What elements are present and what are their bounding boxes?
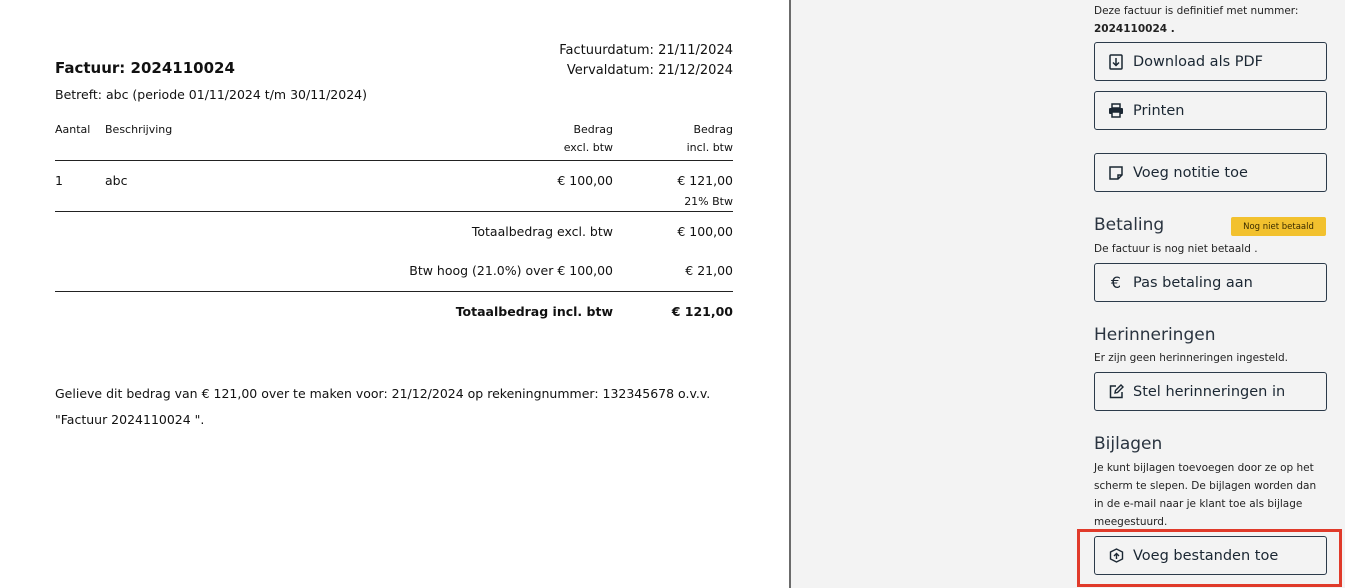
row-bedrag-excl: € 100,00 [557, 173, 613, 188]
adjust-payment-label: Pas betaling aan [1133, 274, 1253, 291]
add-note-button[interactable] [1094, 153, 1327, 192]
total-incl-label: Totaalbedrag incl. btw [455, 304, 613, 319]
invoice-dates [559, 41, 733, 81]
set-reminders-button[interactable] [1094, 372, 1327, 411]
row-divider [55, 211, 733, 212]
header-divider [55, 160, 733, 161]
printer-icon [1107, 103, 1125, 118]
total-incl-value: € 121,00 [671, 304, 733, 319]
attachments-text: Je kunt bijlagen toevoegen door ze op het scherm te slepen. De bijlagen worden dan in de e-mail naar je klant toe als bijlage meegestuurd. [1094, 462, 1317, 528]
row-bedrag-incl: € 121,00 [677, 173, 733, 188]
download-pdf-button[interactable] [1094, 42, 1327, 81]
btw-value: € 21,00 [685, 263, 733, 278]
definitive-text: Deze factuur is definitief met nummer: [1094, 5, 1299, 17]
note-icon [1107, 166, 1125, 180]
adjust-payment-button[interactable] [1094, 263, 1327, 302]
set-reminders-label: Stel herinneringen in [1133, 383, 1286, 400]
highlight-box [1077, 529, 1342, 587]
attachments-heading: Bijlagen [1094, 434, 1163, 454]
payment-instructions: Gelieve dit bedrag van € 121,00 over te maken voor: 21/12/2024 op rekeningnummer: 132345678 o.v.v. "Factuur 2024110024 ". [55, 386, 711, 427]
header-bedrag-incl-line2: incl. btw [686, 141, 733, 154]
header-bedrag-excl-line1: Bedrag [573, 123, 613, 136]
invoice-title: Factuur: 2024110024 [55, 59, 235, 77]
header-aantal: Aantal [55, 123, 91, 136]
reminders-text: Er zijn geen herinneringen ingesteld. [1094, 352, 1288, 364]
btw-label: Btw hoog (21.0%) over € 100,00 [409, 263, 613, 278]
print-label: Printen [1133, 102, 1185, 119]
row-btw-rate: 21% Btw [684, 195, 733, 208]
invoice-due-date: Vervaldatum: 21/12/2024 [566, 63, 733, 78]
invoice-subject: Betreft: abc (periode 01/11/2024 t/m 30/11/2024) [55, 87, 367, 102]
edit-icon [1107, 384, 1125, 399]
header-bedrag-excl [513, 123, 613, 154]
row-aantal: 1 [55, 173, 63, 188]
totals-divider [55, 291, 733, 292]
definitive-number: 2024110024 . [1094, 23, 1175, 35]
payment-heading: Betaling [1094, 215, 1165, 235]
invoice-date: Factuurdatum: 21/11/2024 [559, 43, 733, 58]
reminders-heading: Herinneringen [1094, 325, 1216, 345]
header-bedrag-incl-line1: Bedrag [693, 123, 733, 136]
add-files-label: Voeg bestanden toe [1133, 547, 1279, 564]
download-pdf-label: Download als PDF [1133, 53, 1264, 70]
payment-status-text: De factuur is nog niet betaald . [1094, 243, 1258, 255]
euro-icon: € [1110, 273, 1122, 292]
download-icon [1107, 54, 1125, 70]
definitive-notice [1094, 2, 1334, 38]
header-bedrag-excl-line2: excl. btw [563, 141, 613, 154]
total-excl-value: € 100,00 [677, 224, 733, 239]
total-excl-label: Totaalbedrag excl. btw [471, 224, 613, 239]
print-button[interactable] [1094, 91, 1327, 130]
header-beschrijving: Beschrijving [105, 123, 173, 136]
row-beschrijving: abc [105, 173, 128, 188]
header-bedrag-incl [633, 123, 733, 154]
add-note-label: Voeg notitie toe [1133, 164, 1248, 181]
payment-status-badge: Nog niet betaald [1231, 217, 1326, 236]
